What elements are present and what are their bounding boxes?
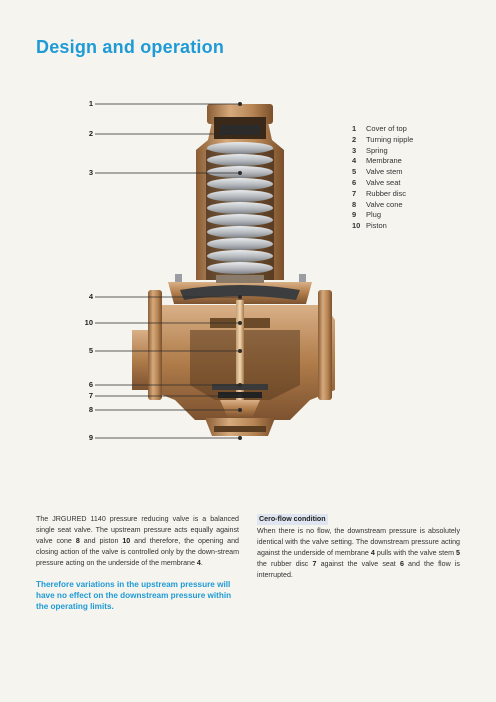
legend-item	[352, 124, 413, 135]
ref-number: 6	[399, 559, 404, 568]
text: and piston	[79, 536, 123, 545]
intro-paragraph	[36, 514, 239, 569]
parts-legend	[352, 124, 413, 232]
inlet-flange	[148, 290, 162, 400]
legend-item	[352, 146, 413, 157]
text: and therefore, the opening and closing action of the valve is controlled only by the down-stream pressure acting on the underside of the membrane	[36, 536, 240, 567]
callout-10: 10	[84, 318, 93, 327]
ref-number: 4	[196, 558, 201, 567]
ref-number: 5	[456, 548, 460, 557]
legend-item	[352, 200, 413, 211]
zero-flow-paragraph	[257, 526, 460, 581]
spring-plate	[216, 275, 264, 283]
callout-3: 3	[88, 168, 93, 177]
text: pulls with the valve stem	[374, 548, 457, 557]
callout-5: 5	[88, 346, 93, 355]
legend-num: 8	[352, 199, 357, 209]
legend-item	[352, 167, 413, 178]
callout-2: 2	[88, 129, 93, 138]
legend-label: Piston	[366, 221, 387, 231]
legend-num: 5	[352, 167, 357, 177]
legend-label: Membrane	[366, 156, 402, 166]
text: against the valve seat	[316, 559, 400, 568]
intro-column	[36, 514, 239, 612]
legend-num: 3	[352, 145, 357, 155]
legend-item	[352, 221, 413, 232]
callout-1: 1	[88, 99, 93, 108]
spring-coils	[207, 142, 273, 274]
legend-label: Plug	[366, 210, 382, 220]
legend-num: 10	[352, 221, 361, 231]
plug-groove	[214, 426, 266, 432]
legend-item	[352, 135, 413, 146]
ref-number: 8	[75, 536, 80, 545]
callout-8: 8	[88, 405, 93, 414]
legend-label: Cover of top	[366, 124, 407, 133]
legend-label: Valve stem	[366, 167, 403, 177]
text: and the flow is interrupted.	[257, 559, 460, 579]
legend-num: 6	[352, 177, 357, 187]
legend-label: Turning nipple	[366, 134, 414, 144]
text: .	[200, 558, 203, 567]
page-title: Design and operation	[36, 37, 225, 57]
legend-num: 7	[352, 188, 357, 198]
zero-flow-column	[257, 514, 460, 580]
text: the rubber disc	[257, 559, 313, 568]
legend-num: 9	[352, 210, 357, 220]
legend-label: Spring	[366, 145, 388, 155]
highlight-statement: Therefore variations in the upstream pressure will have no effect on the downstream pressure within the operating limits.	[36, 579, 232, 611]
text: When there is no flow, the downstream pressure is absolutely identical with the valve setting. The downstream pressure acting against the underside of membrane	[257, 526, 460, 557]
text: The JRGURED 1140 pressure reducing valve is a balanced single seat valve. The upstream pressure acts equally against valve cone	[36, 515, 239, 545]
callout-7: 7	[88, 391, 93, 400]
legend-num: 2	[352, 134, 357, 144]
legend-label: Valve seat	[366, 177, 401, 187]
legend-item	[352, 178, 413, 189]
callout-9: 9	[88, 433, 93, 442]
legend-item	[352, 156, 413, 167]
outlet-flange	[318, 290, 332, 400]
ref-number: 4	[370, 548, 375, 557]
legend-label: Valve cone	[366, 199, 403, 209]
ref-number: 10	[122, 536, 131, 545]
section-subheading: Cero-flow condition	[259, 515, 326, 523]
callout-6: 6	[88, 380, 93, 389]
legend-label: Rubber disc	[366, 188, 407, 198]
ref-number: 7	[312, 559, 317, 568]
legend-num: 4	[352, 156, 357, 166]
callout-4: 4	[88, 292, 93, 301]
legend-item	[352, 189, 413, 200]
legend-item	[352, 210, 413, 221]
legend-num: 1	[352, 124, 357, 133]
